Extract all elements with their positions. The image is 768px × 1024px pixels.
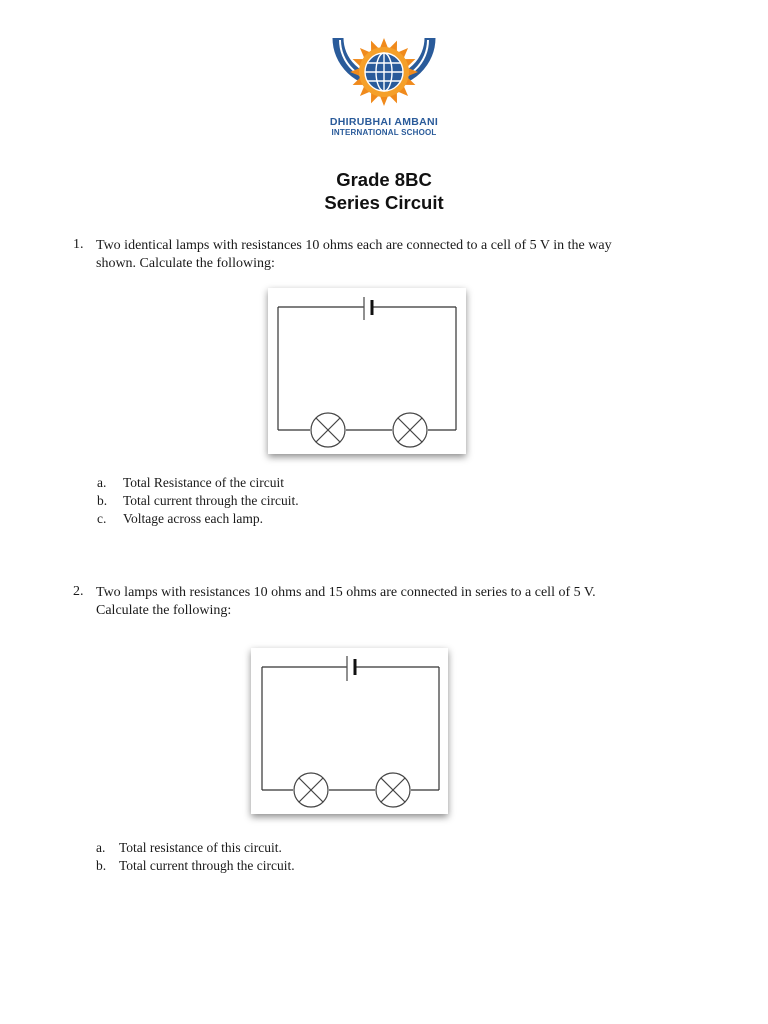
part-letter: c. bbox=[97, 511, 107, 526]
topic-title: Series Circuit bbox=[324, 192, 444, 213]
question-2-line2: Calculate the following: bbox=[96, 603, 232, 618]
part-text: Total current through the circuit. bbox=[119, 858, 295, 873]
question-2-text bbox=[96, 584, 696, 620]
part-text: Voltage across each lamp. bbox=[123, 511, 263, 526]
lamp-icon bbox=[376, 773, 410, 807]
part-text: Total current through the circuit. bbox=[123, 493, 299, 508]
part-text: Total Resistance of the circuit bbox=[123, 475, 284, 490]
question-1-text bbox=[96, 237, 696, 273]
school-name bbox=[318, 116, 450, 138]
grade-title: Grade 8BC bbox=[336, 169, 432, 190]
school-name-line2: INTERNATIONAL SCHOOL bbox=[331, 128, 437, 137]
question-1-line1: Two identical lamps with resistances 10 ohms each are connected to a cell of 5 V in the way bbox=[96, 238, 612, 253]
lamp-icon bbox=[393, 413, 427, 447]
question-2-number: 2. bbox=[73, 584, 84, 599]
question-1-line2: shown. Calculate the following: bbox=[96, 256, 275, 271]
circuit-diagram-2 bbox=[251, 648, 448, 814]
question-2-line1: Two lamps with resistances 10 ohms and 15 ohms are connected in series to a cell of 5 V. bbox=[96, 585, 596, 600]
question-1-number: 1. bbox=[73, 237, 84, 252]
lamp-icon bbox=[294, 773, 328, 807]
part-letter: b. bbox=[96, 858, 107, 873]
part-letter: a. bbox=[96, 840, 106, 855]
circuit-diagram-1 bbox=[268, 288, 466, 454]
lamp-icon bbox=[311, 413, 345, 447]
part-text: Total resistance of this circuit. bbox=[119, 840, 282, 855]
cell-icon bbox=[347, 656, 355, 681]
part-letter: b. bbox=[97, 493, 108, 508]
school-emblem-icon bbox=[318, 26, 450, 121]
part-letter: a. bbox=[97, 475, 107, 490]
cell-icon bbox=[364, 297, 372, 320]
school-name-line1: DHIRUBHAI AMBANI bbox=[329, 116, 439, 128]
